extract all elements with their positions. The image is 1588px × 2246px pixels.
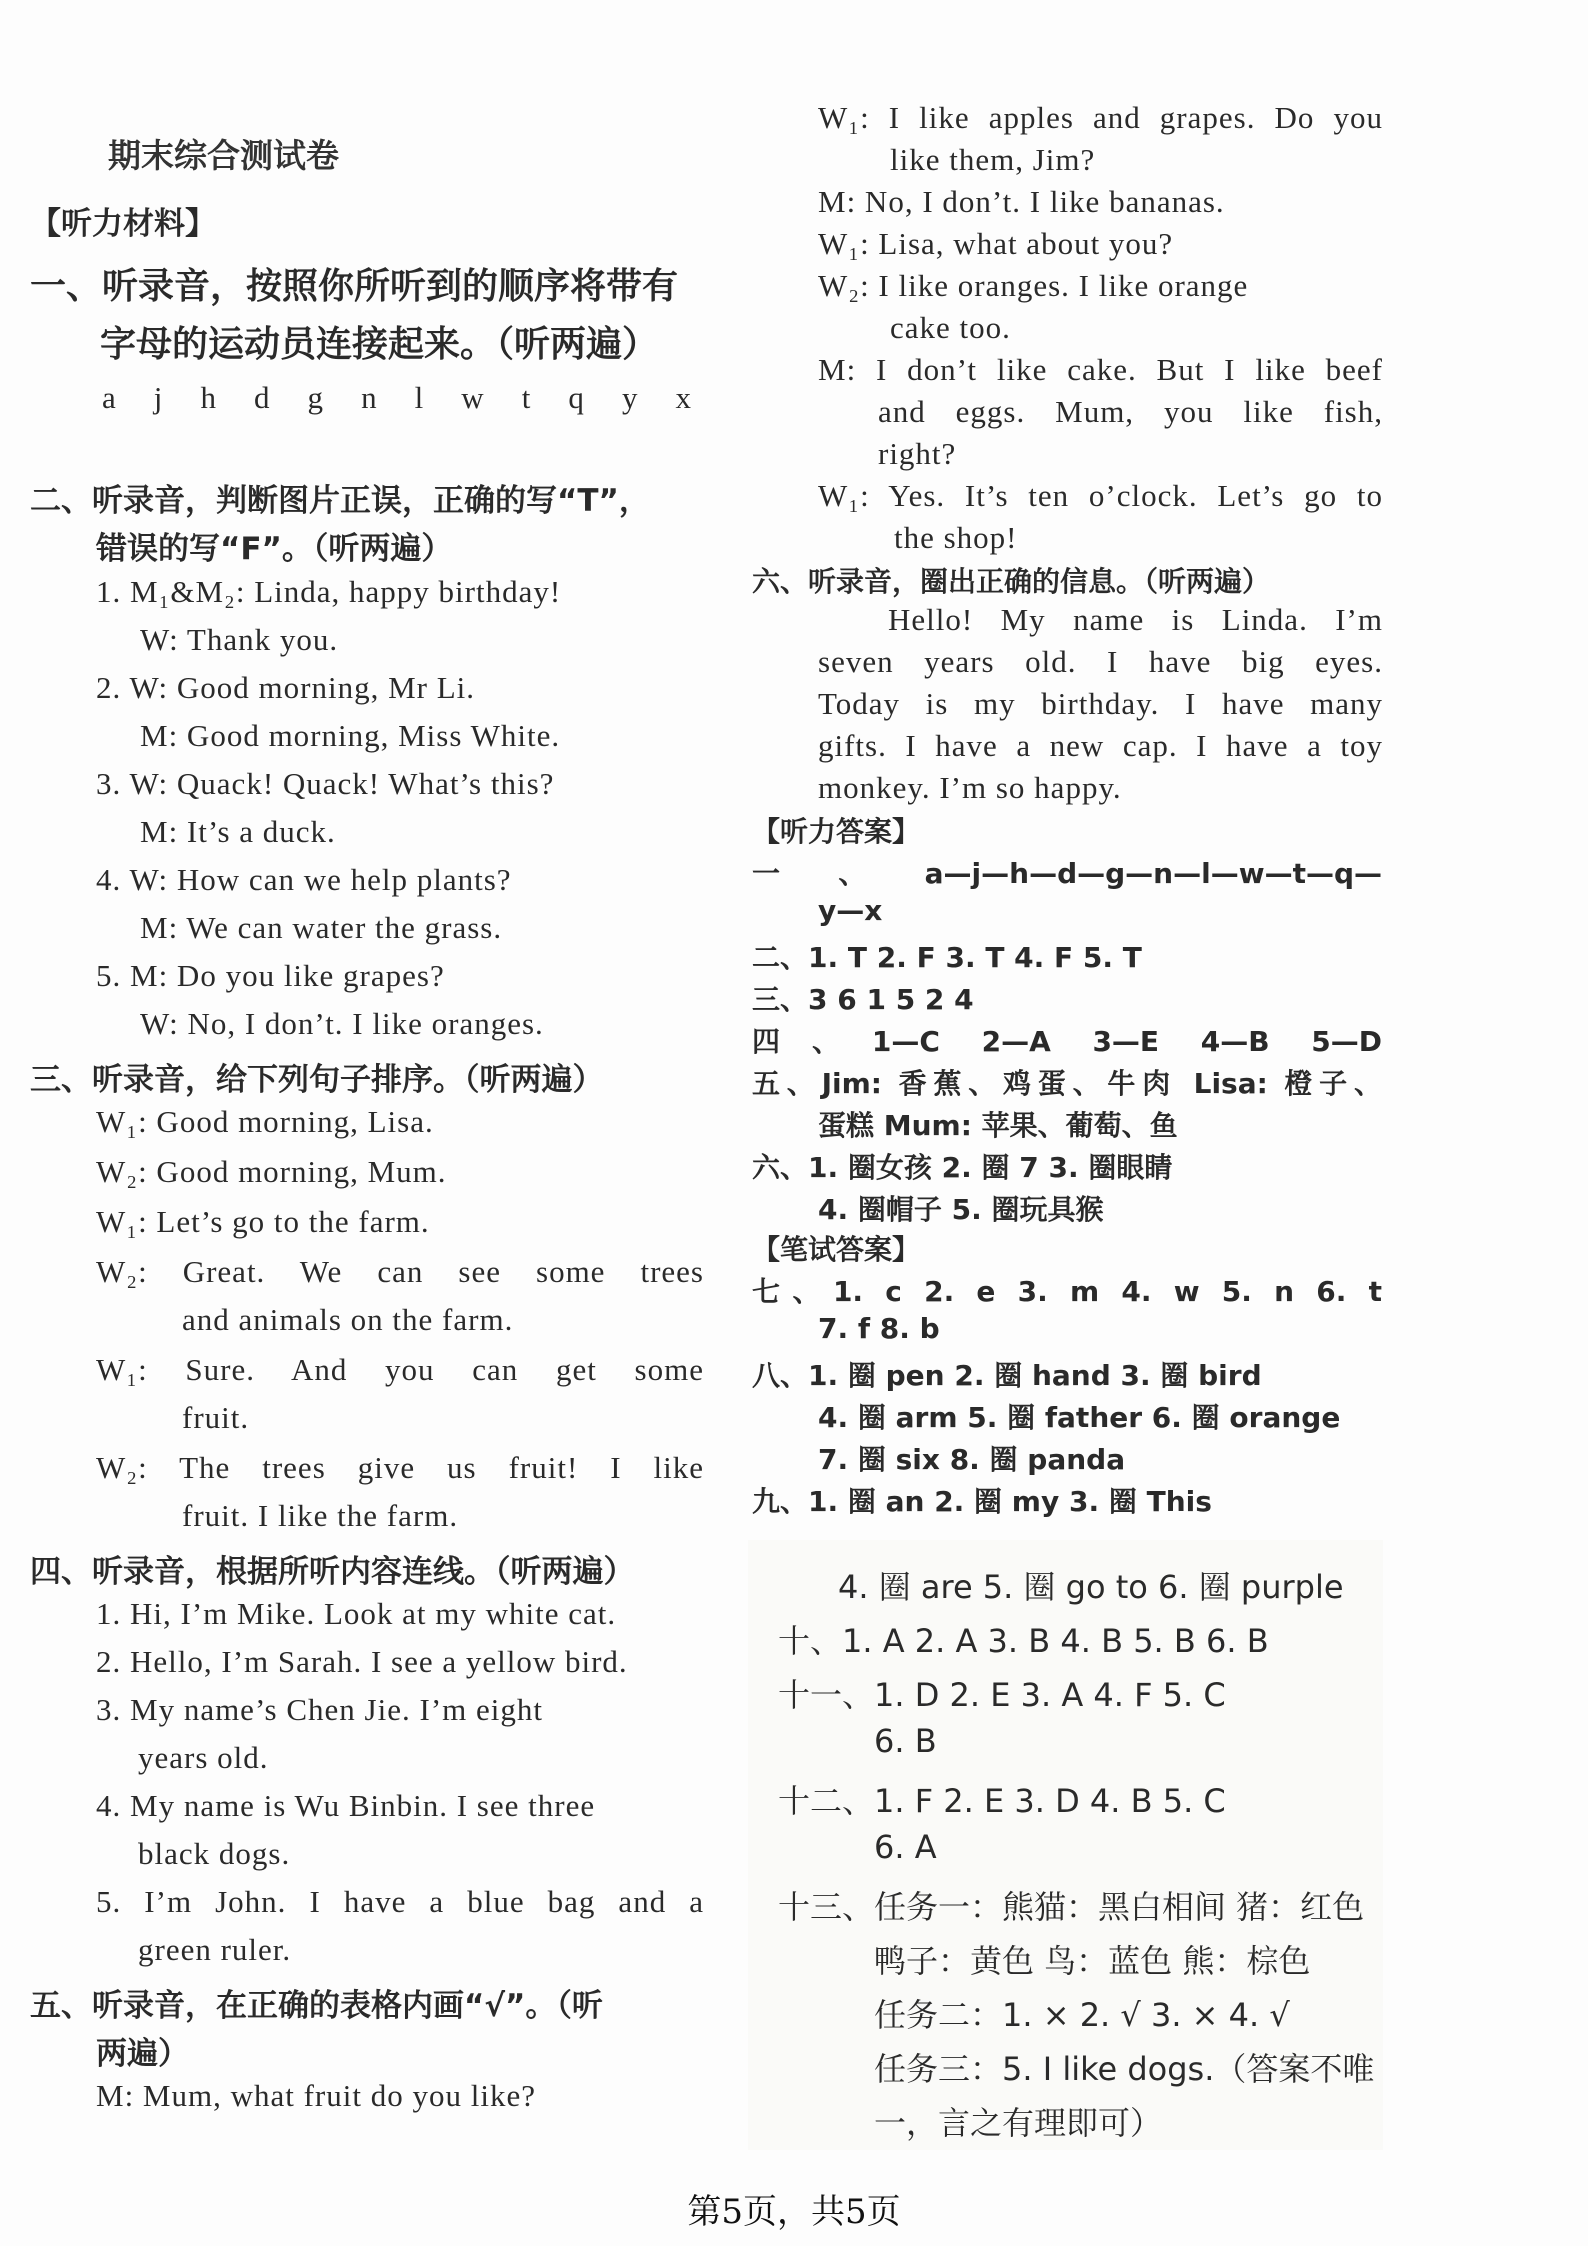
right-text-line: 二、1. T 2. F 3. T 4. F 5. T <box>752 941 1142 974</box>
left-text-line: M: It’s a duck. <box>140 814 336 849</box>
right-text-line: 【笔试答案】 <box>752 1233 921 1266</box>
right-text-line: monkey. I’m so happy. <box>818 770 1122 805</box>
left-text-line: 三、听录音，给下列句子排序。（听两遍） <box>30 1062 604 1098</box>
left-text-line: 四、听录音，根据所听内容连线。（听两遍） <box>30 1554 635 1590</box>
right-text-line: 十二、1. F 2. E 3. D 4. B 5. C <box>778 1782 1226 1820</box>
right-text-line: 九、1. 圈 an 2. 圈 my 3. 圈 This <box>752 1485 1212 1518</box>
right-text-line: 任务二：1. × 2. √ 3. × 4. √ <box>874 1996 1290 2034</box>
left-text-line: fruit. <box>182 1400 250 1435</box>
right-text-line: 6. B <box>874 1722 937 1760</box>
right-text-line: 四、1—C 2—A 3—E 4—B 5—D <box>752 1025 1382 1058</box>
left-text-line: W₂: Great. We can see some trees <box>96 1254 704 1289</box>
left-text-line: 期末综合测试卷 <box>108 136 339 175</box>
right-text-line: 7. f 8. b <box>818 1312 940 1345</box>
right-text-line: 八、1. 圈 pen 2. 圈 hand 3. 圈 bird <box>752 1359 1262 1392</box>
left-text-line: 1. Hi, I’m Mike. Look at my white cat. <box>96 1596 617 1631</box>
left-text-line: 5. I’m John. I have a blue bag and a <box>96 1884 704 1919</box>
right-text-line: Today is my birthday. I have many <box>818 686 1383 721</box>
right-text-line: gifts. I have a new cap. I have a toy <box>818 728 1383 763</box>
left-text-line: M: We can water the grass. <box>140 910 503 945</box>
right-text-line: 十三、任务一：熊猫：黑白相间 猪：红色 <box>778 1888 1365 1926</box>
right-text-line: 6. A <box>874 1828 937 1866</box>
left-text-line: W₁: Sure. And you can get some <box>96 1352 704 1387</box>
right-text-line: 三、3 6 1 5 2 4 <box>752 983 974 1016</box>
page-footer: 第5页，共5页 <box>687 2192 901 2232</box>
left-text-line: W: No, I don’t. I like oranges. <box>140 1006 544 1041</box>
left-text-line: black dogs. <box>138 1836 291 1871</box>
right-text-line: 五、Jim: 香蕉、鸡蛋、牛肉 Lisa: 橙子、 <box>752 1067 1382 1100</box>
left-text-line: and animals on the farm. <box>182 1302 514 1337</box>
left-text-line: W₁: Good morning, Lisa. <box>96 1104 434 1139</box>
right-text-line: 4. 圈帽子 5. 圈玩具猴 <box>818 1193 1104 1226</box>
right-text-line: W₁: Lisa, what about you? <box>818 226 1174 261</box>
right-text-line: and eggs. Mum, you like fish, <box>878 394 1383 429</box>
left-text-line: 1. M₁&M₂: Linda, happy birthday! <box>96 574 562 609</box>
right-text-line: W₂: I like oranges. I like orange <box>818 268 1249 303</box>
right-text-line: Hello! My name is Linda. I’m <box>888 602 1383 637</box>
left-text-line: years old. <box>138 1740 269 1775</box>
right-text-line: 任务三：5. I like dogs.（答案不唯 <box>874 2050 1375 2088</box>
left-text-line: 2. Hello, I’m Sarah. I see a yellow bird. <box>96 1644 628 1679</box>
right-text-line: right? <box>878 436 957 471</box>
left-text-line: 3. W: Quack! Quack! What’s this? <box>96 766 555 801</box>
right-text-line: seven years old. I have big eyes. <box>818 644 1383 679</box>
right-text-line: 六、1. 圈女孩 2. 圈 7 3. 圈眼睛 <box>752 1151 1173 1184</box>
right-text-line: like them, Jim? <box>890 142 1096 177</box>
right-text-line: 一、a—j—h—d—g—n—l—w—t—q— <box>752 857 1382 890</box>
right-text-line: 十一、1. D 2. E 3. A 4. F 5. C <box>778 1676 1226 1714</box>
left-text-line: 【听力材料】 <box>30 206 216 242</box>
left-text-line: W₂: The trees give us fruit! I like <box>96 1450 704 1485</box>
right-text-line: cake too. <box>890 310 1011 345</box>
left-text-line: W₂: Good morning, Mum. <box>96 1154 447 1189</box>
left-text-line: 五、听录音，在正确的表格内画“√”。（听 <box>30 1988 603 2024</box>
left-text-line: 4. My name is Wu Binbin. I see three <box>96 1788 596 1823</box>
right-text-line: 7. 圈 six 8. 圈 panda <box>818 1443 1126 1476</box>
right-text-line: 七、1. c 2. e 3. m 4. w 5. n 6. t <box>752 1275 1382 1308</box>
left-text-line: a j h d g n l w t q y x <box>102 380 692 415</box>
right-text-line: 蛋糕 Mum: 苹果、葡萄、鱼 <box>818 1109 1178 1142</box>
right-text-line: 一，言之有理即可） <box>874 2104 1163 2142</box>
right-text-line: 4. 圈 arm 5. 圈 father 6. 圈 orange <box>818 1401 1341 1434</box>
right-text-line: y—x <box>818 894 883 927</box>
right-text-line: 十、1. A 2. A 3. B 4. B 5. B 6. B <box>778 1622 1269 1660</box>
right-text-line: 4. 圈 are 5. 圈 go to 6. 圈 purple <box>838 1568 1344 1606</box>
right-text-line: 鸭子：黄色 鸟：蓝色 熊：棕色 <box>874 1942 1311 1980</box>
left-text-line: 二、听录音，判断图片正误，正确的写“T”， <box>30 483 650 519</box>
left-text-line: 错误的写“F”。（听两遍） <box>96 531 453 567</box>
left-text-line: M: Mum, what fruit do you like? <box>96 2078 536 2113</box>
right-text-line: M: No, I don’t. I like bananas. <box>818 184 1225 219</box>
right-text-line: the shop! <box>894 520 1018 555</box>
left-text-line: green ruler. <box>138 1932 292 1967</box>
right-text-line: 【听力答案】 <box>752 815 921 848</box>
left-text-line: fruit. I like the farm. <box>182 1498 459 1533</box>
left-text-line: 两遍） <box>96 2036 189 2072</box>
left-text-line: W: Thank you. <box>140 622 339 657</box>
right-text-line: W₁: I like apples and grapes. Do you <box>818 100 1383 135</box>
left-text-line: 2. W: Good morning, Mr Li. <box>96 670 476 705</box>
right-text-line: M: I don’t like cake. But I like beef <box>818 352 1383 387</box>
right-text-line: W₁: Yes. It’s ten o’clock. Let’s go to <box>818 478 1383 513</box>
left-text-line: 4. W: How can we help plants? <box>96 862 512 897</box>
left-text-line: W₁: Let’s go to the farm. <box>96 1204 430 1239</box>
left-text-line: 一、听录音，按照你所听到的顺序将带有 <box>30 266 679 307</box>
left-text-line: M: Good morning, Miss White. <box>140 718 561 753</box>
right-text-line: 六、听录音，圈出正确的信息。（听两遍） <box>752 565 1271 598</box>
left-text-line: 3. My name’s Chen Jie. I’m eight <box>96 1692 543 1727</box>
left-text-line: 字母的运动员连接起来。（听两遍） <box>100 324 659 365</box>
left-text-line: 5. M: Do you like grapes? <box>96 958 445 993</box>
